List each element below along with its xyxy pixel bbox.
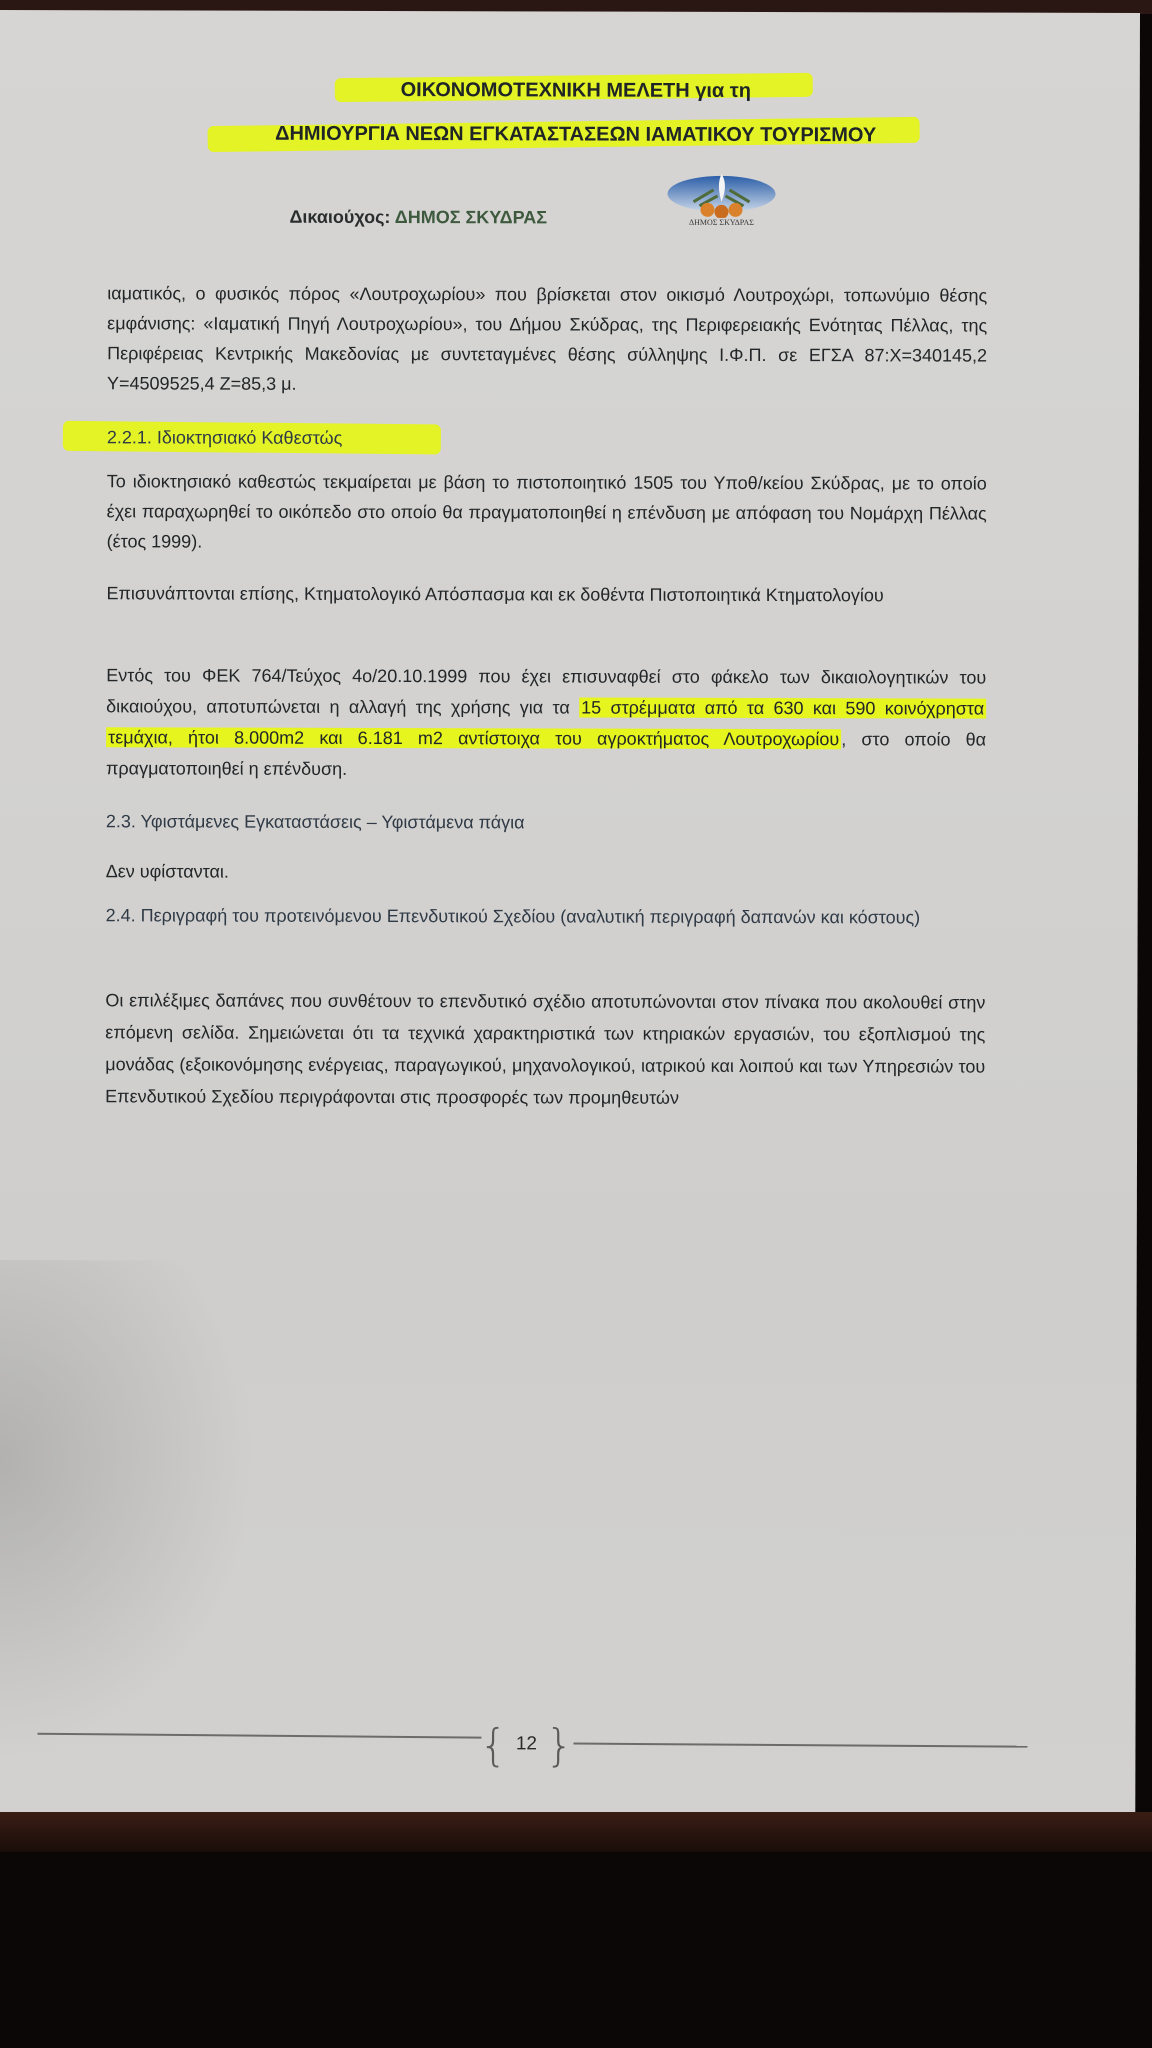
paragraph-3-highlighted-text: 15 στρέμματα από τα 630 και 590 κοινόχρηστα τεμάχια, ήτοι 8.000m2 και 6.181 m2 αντίστοιχα του αγροκτήματος Λουτροχωρίου [108,697,985,750]
document-page [0,10,1140,1818]
section-heading-2-4: 2.4. Περιγραφή του προτεινόμενου Επενδυτικού Σχεδίου (αναλυτική περιγραφή δαπανών και κόστους) [105,905,921,928]
intro-paragraph: ιαματικός, ο φυσικός πόρος «Λουτροχωρίου» που βρίσκεται στον οικισμό Λουτροχώρι, τοπωνύμιο θέσης εμφάνισης: «Ιαματική Πηγή Λουτροχωρίου», του Δήμου Σκύδρας, της Περιφερειακής Ενότητας Πέλλας, της Περιφέρειας Κεντρικής Μακεδονίας με συντεταγμένες θέσης σύλληψης Ι.Φ.Π. σε ΕΓΣΑ 87:Χ=340145,2 Υ=4509525,4 Ζ=85,3 μ. [106,283,988,394]
section-heading-2-2-1: 2.2.1. Ιδιοκτησιακό Καθεστώς [106,427,343,448]
existing-assets-paragraph: Δεν υφίστανται. [105,861,229,882]
logo-caption: ΔΗΜΟΣ ΣΚΥΔΡΑΣ [688,217,754,227]
municipality-logo [663,172,779,232]
ownership-paragraph-2: Επισυνάπτονται επίσης, Κτηματολογικό Απόσπασμα και εκ δοθέντα Πιστοποιητικά Κτηματολογίου [106,583,884,606]
document-title-line-1: ΟΙΚΟΝΟΜΟΤΕΧΝΙΚΗ ΜΕΛΕΤΗ για τη [400,79,751,102]
section-heading-2-3: 2.3. Υφιστάμενες Εγκαταστάσεις – Υφιστάμενα πάγια [105,811,525,833]
right-brace-icon: } [545,1720,574,1772]
table-surface-bottom [0,1812,1152,1852]
paragraph-3-text-after: , στο οποίο θα πραγματοποιηθεί η επένδυση. [105,729,987,779]
paragraph-3-text-before: Εντός του ΦΕΚ 764/Τεύχος 4ο/20.10.1999 που έχει επισυναφθεί στο φάκελο των δικαιολογητικών του δικαιούχου, αποτυπώνεται η αλλαγή της χρήσης για τα [106,665,987,718]
page-number: 12 [515,1733,538,1755]
investment-plan-paragraph: Οι επιλέξιμες δαπάνες που συνθέτουν το επενδυτικό σχέδιο αποτυπώνονται στον πίνακα που ακολουθεί στην επόμενη σελίδα. Σημειώνεται ότι τα τεχνικά χαρακτηριστικά των κτηριακών εργασιών, του εξοπλισμού της μονάδας (εξοικονόμησης ενέργειας, παραγωγικού, μηχανολογικού, ιατρικού και λοιπού και των Υπηρεσιών του Επενδυτικού Σχεδίου περιγράφονται στις προσφορές των προμηθευτών [105,990,986,1108]
footer-rule-right [573,1743,1027,1748]
footer-rule-left [37,1733,481,1739]
document-title-line-2: ΔΗΜΙΟΥΡΓΙΑ ΝΕΩΝ ΕΓΚΑΤΑΣΤΑΣΕΩΝ ΙΑΜΑΤΙΚΟΥ ΤΟΥΡΙΣΜΟΥ [275,122,877,147]
left-brace-icon: { [479,1720,508,1772]
beneficiary [289,207,547,229]
dove-olive-logo-icon [663,172,779,218]
ownership-paragraph-1: Το ιδιοκτησιακό καθεστώς τεκμαίρεται με βάση το πιστοποιητικό 1505 του Υποθ/κείου Σκύδρας, με το οποίο έχει παραχωρηθεί το οικόπεδο στο οποίο θα πραγματοποιηθεί η επένδυση με απόφαση του Νομάρχη Πέλλας (έτος 1999). [106,471,987,552]
ownership-paragraph-3 [106,660,986,786]
page-number-box [479,1721,573,1771]
beneficiary-value: ΔΗΜΟΣ ΣΚΥΔΡΑΣ [394,207,548,228]
beneficiary-label: Δικαιούχος: [289,206,391,228]
